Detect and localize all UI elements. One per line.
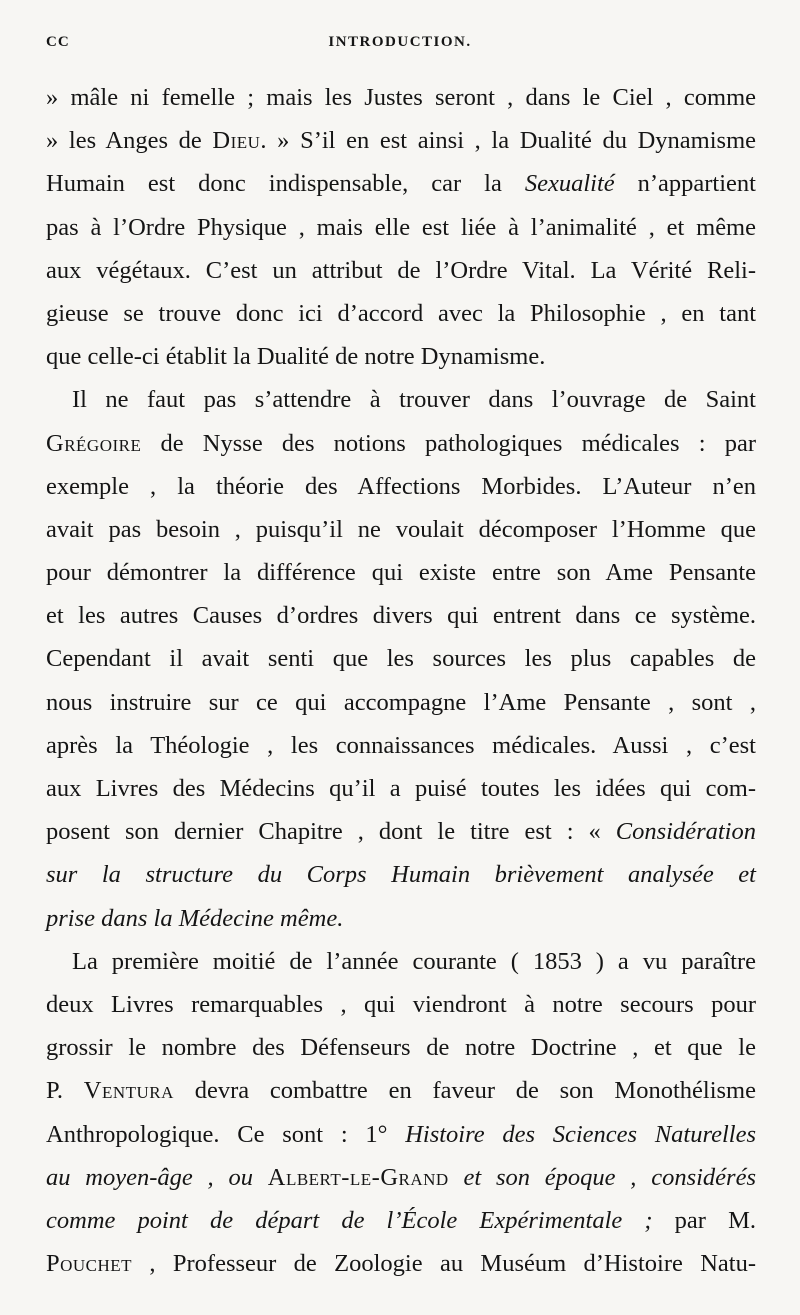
text-segment: posent son dernier Chapitre , dont le titre est : « bbox=[46, 818, 616, 846]
text-line bbox=[46, 76, 756, 119]
text-segment: deux Livres remarquables , qui viendront à notre secours pour bbox=[46, 990, 756, 1018]
text-segment: La première moitié de l’année courante ( 1853 ) a vu paraître bbox=[72, 947, 756, 975]
text-segment: sur la structure du Corps Humain brièvement analysée et bbox=[46, 861, 756, 889]
text-line bbox=[46, 681, 756, 724]
text-line bbox=[46, 422, 756, 465]
text-line bbox=[46, 335, 756, 378]
text-segment: aux végétaux. C’est un attribut de l’Ordre Vital. La Vérité Reli- bbox=[46, 256, 756, 284]
text-segment: pas à l’Ordre Physique , mais elle est liée à l’animalité , et même bbox=[46, 213, 756, 241]
page-number: CC bbox=[46, 34, 70, 50]
text-segment: que celle-ci établit la Dualité de notre Dynamisme. bbox=[46, 343, 546, 371]
text-segment: Il ne faut pas s’attendre à trouver dans l’ouvrage de Saint bbox=[72, 386, 756, 414]
text-line bbox=[46, 1113, 756, 1156]
text-line bbox=[46, 465, 756, 508]
text-segment: Dieu bbox=[212, 127, 261, 155]
text-line bbox=[46, 1242, 756, 1285]
text-line bbox=[46, 810, 756, 853]
text-line bbox=[46, 897, 756, 940]
text-segment: prise dans la Médecine même. bbox=[46, 904, 344, 932]
text-segment: » les Anges de bbox=[46, 127, 213, 155]
text-line bbox=[46, 983, 756, 1026]
text-line bbox=[46, 249, 756, 292]
running-title: INTRODUCTION. bbox=[328, 34, 472, 50]
text-line bbox=[46, 767, 756, 810]
text-segment: P. bbox=[46, 1077, 84, 1105]
text-line bbox=[46, 940, 756, 983]
text-segment: Humain est donc indispensable, car la bbox=[46, 170, 525, 198]
text-segment: Ventura bbox=[83, 1077, 174, 1105]
text-segment: et son époque , considérés bbox=[448, 1163, 756, 1191]
text-segment: n’appartient bbox=[614, 170, 756, 198]
text-line bbox=[46, 1156, 756, 1199]
text-segment: Anthropologique. Ce sont : 1° bbox=[46, 1120, 406, 1148]
text-segment: Albert-le-Grand bbox=[267, 1163, 449, 1191]
text-line bbox=[46, 724, 756, 767]
text-segment: Sexualité bbox=[524, 170, 615, 198]
text-line bbox=[46, 508, 756, 551]
text-segment: Considération bbox=[615, 818, 756, 846]
text-line bbox=[46, 1069, 756, 1112]
text-segment: Cependant il avait senti que les sources les plus capables de bbox=[46, 645, 756, 673]
text-line bbox=[46, 162, 756, 205]
text-segment: avait pas besoin , puisqu’il ne voulait décomposer l’Homme que bbox=[46, 515, 756, 543]
text-line bbox=[46, 853, 756, 896]
text-segment: nous instruire sur ce qui accompagne l’Ame Pensante , sont , bbox=[46, 688, 756, 716]
text-segment: pour démontrer la différence qui existe entre son Ame Pensante bbox=[46, 559, 756, 587]
text-segment: devra combattre en faveur de son Monothélisme bbox=[173, 1077, 756, 1105]
text-segment: et les autres Causes d’ordres divers qui entrent dans ce système. bbox=[46, 602, 756, 630]
text-segment: , Professeur de Zoologie au Muséum d’Histoire Natu- bbox=[132, 1250, 756, 1278]
running-head bbox=[46, 34, 754, 56]
text-segment: de Nysse des notions pathologiques médicales : par bbox=[141, 429, 756, 457]
text-segment: au moyen-âge , ou bbox=[46, 1163, 268, 1191]
text-segment: Grégoire bbox=[46, 429, 142, 457]
text-segment: » mâle ni femelle ; mais les Justes seront , dans le Ciel , comme bbox=[46, 84, 756, 111]
text-line bbox=[46, 119, 756, 162]
text-line bbox=[46, 551, 756, 594]
text-line bbox=[46, 594, 756, 637]
text-segment: grossir le nombre des Défenseurs de notre Doctrine , et que le bbox=[46, 1034, 756, 1062]
text-segment: comme point de départ de l’École Expérimentale ; bbox=[46, 1206, 653, 1234]
text-line bbox=[46, 637, 756, 680]
text-segment: . » S’il en est ainsi , la Dualité du Dynamisme bbox=[260, 127, 757, 155]
text-segment: Pouchet bbox=[46, 1250, 133, 1278]
text-line bbox=[46, 1026, 756, 1069]
text-segment: par M. bbox=[652, 1206, 756, 1234]
text-segment: Histoire des Sciences Naturelles bbox=[405, 1120, 756, 1148]
text-segment: exemple , la théorie des Affections Morbides. L’Auteur n’en bbox=[46, 472, 756, 500]
body-text bbox=[46, 76, 756, 1285]
text-segment: aux Livres des Médecins qu’il a puisé toutes les idées qui com- bbox=[46, 775, 756, 802]
text-line bbox=[46, 292, 756, 335]
text-line bbox=[46, 1199, 756, 1242]
text-line bbox=[46, 378, 756, 421]
text-line bbox=[46, 206, 756, 249]
text-segment: gieuse se trouve donc ici d’accord avec la Philosophie , en tant bbox=[46, 299, 756, 327]
text-segment: après la Théologie , les connaissances médicales. Aussi , c’est bbox=[46, 731, 756, 759]
